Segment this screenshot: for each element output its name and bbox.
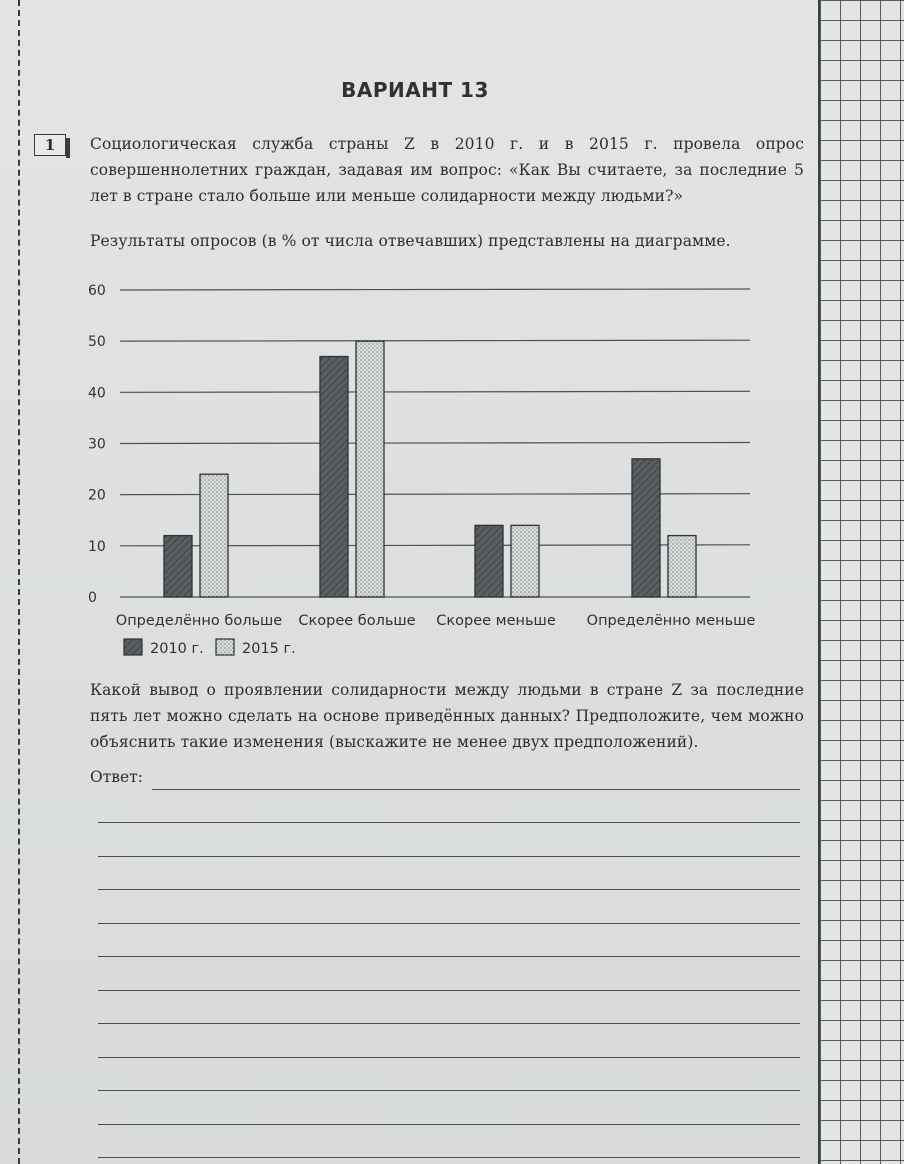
x-category-label: Определённо больше	[115, 613, 283, 629]
legend-label-1: 2015 г.	[242, 641, 296, 657]
answer-line[interactable]	[98, 1124, 800, 1125]
answer-line[interactable]	[98, 856, 800, 857]
y-tick-label-40: 40	[88, 385, 106, 402]
answer-line[interactable]	[98, 1057, 800, 1058]
bar-2015-1	[356, 341, 384, 597]
y-tick-label-0: 0	[88, 590, 97, 606]
x-category-label: Скорее больше	[298, 613, 416, 629]
gridline-30	[120, 443, 750, 444]
bar-2010-3	[632, 459, 660, 597]
answer-line[interactable]	[98, 889, 800, 890]
answer-line[interactable]	[98, 923, 800, 924]
answer-line[interactable]	[98, 990, 800, 991]
answer-line[interactable]	[98, 1157, 800, 1158]
page-title: ВАРИАНТ 13	[341, 78, 489, 102]
legend-swatch-1	[216, 639, 234, 655]
chart-caption: Результаты опросов (в % от числа отвечавших) представлены на диаграмме.	[90, 232, 731, 250]
bar-2015-0	[200, 474, 228, 597]
y-tick-label-30: 30	[88, 436, 106, 453]
answer-line[interactable]	[98, 956, 800, 957]
bar-2010-0	[164, 536, 192, 597]
answer-line[interactable]	[98, 822, 800, 823]
grid-margin	[818, 0, 904, 1164]
answer-line[interactable]	[98, 1023, 800, 1024]
bar-2010-1	[320, 357, 348, 597]
y-tick-label-20: 20	[88, 487, 106, 504]
y-tick-label-60: 60	[88, 283, 106, 299]
y-tick-label-50: 50	[88, 334, 106, 351]
bar-chart	[80, 275, 770, 670]
bar-2010-2	[475, 525, 503, 597]
bar-2015-3	[668, 536, 696, 597]
cut-line	[18, 0, 20, 1164]
bar-2015-2	[511, 525, 539, 597]
answer-line[interactable]	[152, 789, 800, 790]
legend-swatch-0	[124, 639, 142, 655]
x-category-label: Скорее меньше	[436, 613, 556, 629]
task-number-box	[34, 134, 66, 156]
task-text: Социологическая служба страны Z в 2010 г. и в 2015 г. провела опрос совершеннолетних граждан, задавая им вопрос: «Как Вы считаете, за последние 5 лет в стране стало больше или меньше солидарности между людьми?»	[90, 135, 804, 205]
y-tick-label-10: 10	[88, 538, 106, 555]
task-number: 1	[44, 136, 56, 154]
x-category-label: Определённо меньше	[586, 613, 756, 629]
answer-label: Ответ:	[90, 768, 143, 786]
gridline-50	[120, 340, 750, 341]
legend-label-0: 2010 г.	[150, 641, 204, 657]
answer-line[interactable]	[98, 1090, 800, 1091]
gridline-60	[120, 289, 750, 290]
gridline-40	[120, 391, 750, 392]
question-text: Какой вывод о проявлении солидарности между людьми в стране Z за последние пять лет можно сделать на основе приведённых данных? Предположите, чем можно объяснить такие изменения (выскажите не менее двух предположений).	[90, 681, 804, 751]
